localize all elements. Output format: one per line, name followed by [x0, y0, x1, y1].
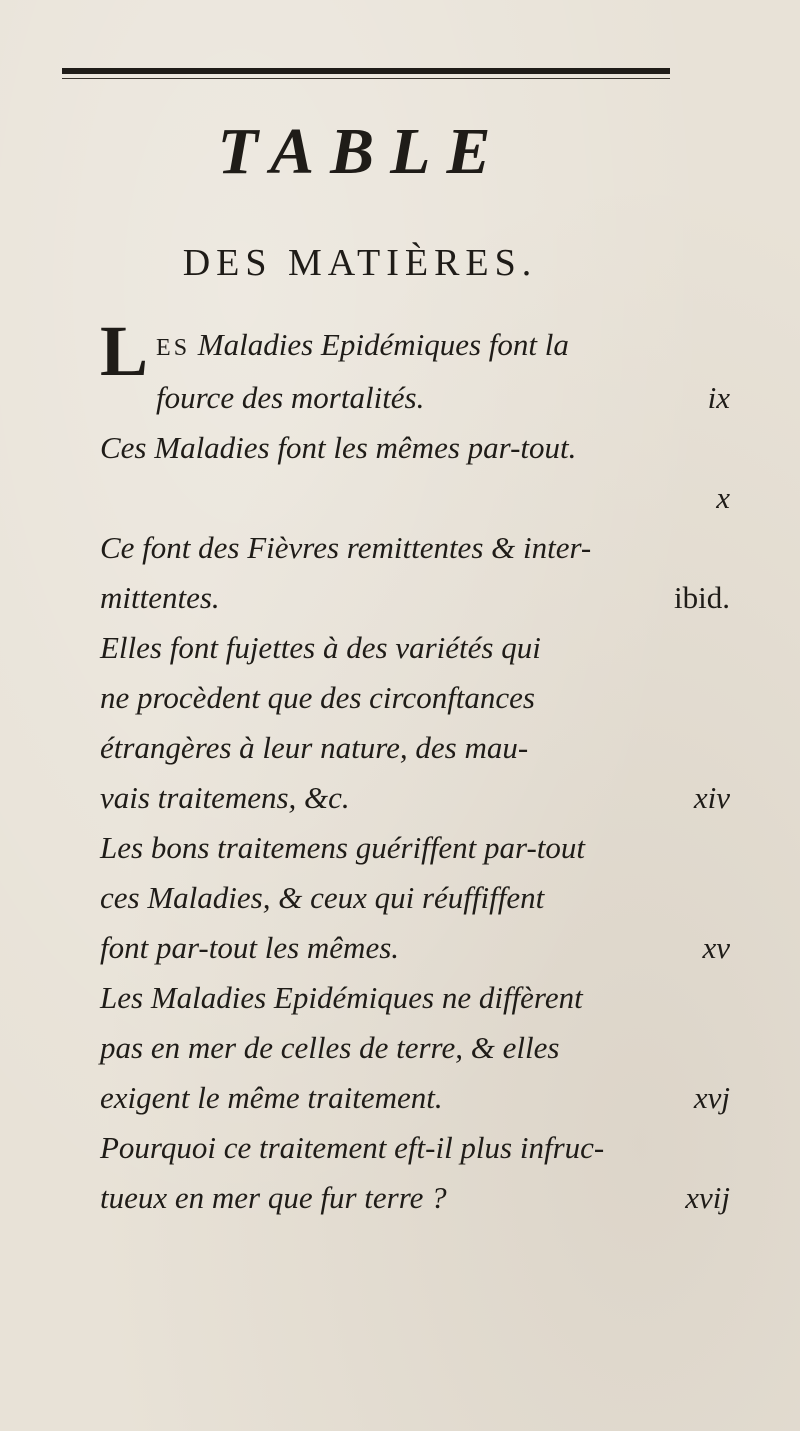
- entry-page-ref: ibid.: [674, 580, 730, 615]
- entry-page-ref: ix: [707, 380, 730, 415]
- entry-lead-caps: ES: [156, 335, 191, 361]
- toc-entry-7: [100, 1123, 730, 1223]
- entry-text-line: font par-tout les mêmes.: [100, 930, 400, 965]
- page-subtitle: DES MATIÈRES.: [182, 242, 538, 284]
- entry-text-line: Ce font des Fièvres remittentes & inter-: [100, 530, 592, 565]
- toc-entry-1: [100, 311, 730, 423]
- entry-page-ref: xvij: [685, 1180, 730, 1215]
- entry-text-line: exigent le même traitement.: [100, 1080, 443, 1115]
- entry-text-line: Maladies Epidémiques font la: [197, 327, 569, 362]
- toc-entry-4: [100, 623, 730, 823]
- entry-text-line: Pourquoi ce traitement eft-il plus infruc-: [100, 1130, 605, 1165]
- page-title: TABLE: [217, 115, 507, 188]
- entry-text-line: pas en mer de celles de terre, & elles: [100, 1030, 560, 1065]
- entry-page-ref: xvj: [693, 1080, 730, 1115]
- entry-text-line: Ces Maladies font les mêmes par-tout.: [100, 430, 577, 465]
- toc-entry-6: [100, 973, 730, 1123]
- entry-page-ref: xv: [702, 930, 730, 965]
- entry-text-line: mittentes.: [100, 580, 220, 615]
- entry-page-ref: x: [716, 480, 730, 515]
- entry-text-line: ces Maladies, & ceux qui réuffiffent: [100, 880, 545, 915]
- entry-text-line: ne procèdent que des circonftances: [100, 680, 535, 715]
- entry-text-line: vais traitemens, &c.: [100, 780, 350, 815]
- entry-text-line: tueux en mer que fur terre ?: [100, 1180, 447, 1215]
- entry-page-ref: xiv: [693, 780, 730, 815]
- top-rule: [62, 68, 670, 74]
- drop-cap: L: [100, 311, 149, 391]
- entry-text-line: fource des mortalités.: [156, 380, 425, 415]
- toc-entry-3: [100, 523, 730, 623]
- entry-text-line: Les bons traitemens guériffent par-tout: [100, 830, 586, 865]
- entry-text-line: Elles font fujettes à des variétés qui: [100, 630, 541, 665]
- entry-text-line: Les Maladies Epidémiques ne diffèrent: [100, 980, 583, 1015]
- top-thin-rule: [62, 78, 670, 79]
- toc-entry-5: [100, 823, 730, 973]
- toc-entry-2: [100, 423, 730, 523]
- entry-text-line: étrangères à leur nature, des mau-: [100, 730, 529, 765]
- table-of-contents: [100, 311, 730, 1223]
